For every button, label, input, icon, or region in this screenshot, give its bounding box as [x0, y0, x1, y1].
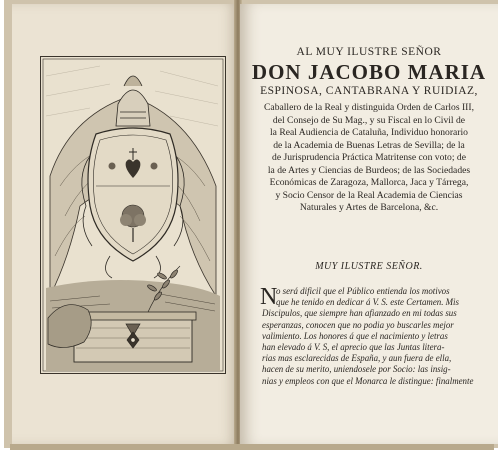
engraved-coat-of-arms-plate	[40, 56, 226, 374]
title-line: y Socio Censor de la Real Academia de Ciencias	[275, 189, 463, 201]
dedicatee-surnames: ESPINOSA, CANTABRANA Y RUIDIAZ,	[260, 85, 478, 97]
body-line: que he tenido en dedicar á V. S. este Certamen. Mis	[276, 297, 459, 308]
open-book	[4, 0, 498, 448]
title-line: de la Academia de Buenas Letras de Sevilla; de la	[273, 139, 465, 151]
title-line: del Consejo de Su Mag., y su Fiscal en lo Civil de	[272, 114, 466, 126]
left-page	[12, 4, 238, 444]
right-page	[240, 4, 498, 444]
salutation: MUY ILUSTRE SEÑOR.	[315, 261, 423, 272]
body-line: nias y empleos con que el Monarca le distingue: finalmente	[262, 375, 474, 386]
title-line: de Jurisprudencia Práctica Matritense con voto; de	[272, 152, 466, 163]
title-line: Caballero de la Real y distinguida Orden de Carlos III,	[264, 102, 474, 113]
drop-cap: N	[260, 284, 278, 310]
body-line: han elevado á V. S, el aprecio que las Juntas litera-	[262, 342, 445, 353]
title-line: Económicas de Zaragoza, Mallorca, Jaca y Tárrega,	[269, 177, 469, 188]
body-line: o será dificil que el Público entienda los motivos	[276, 286, 450, 296]
body-line: Discipulos, que siempre han afianzado en mi todas sus	[262, 308, 457, 319]
title-line: Naturales y Artes de Barcelona, &c.	[299, 202, 439, 213]
dedicatee-name: DON JACOBO MARIA	[251, 60, 487, 84]
body-line: rias mas esclarecidas de España, y aun fuera de ella,	[262, 353, 452, 364]
dedication-body	[262, 286, 484, 387]
dedicatee-titles	[252, 102, 486, 215]
title-line: la de Artes y Ciencias de Burdeos; de las Sociedades	[267, 164, 471, 176]
page-edges	[10, 444, 494, 450]
dedication-heading: AL MUY ILUSTRE SEÑOR	[296, 46, 442, 58]
body-line: valimiento. Los honores á que el nacimiento y letras	[262, 330, 448, 341]
title-line: la Real Audiencia de Cataluña, Individuo honorario	[270, 127, 468, 138]
engraving-illustration	[40, 56, 226, 374]
body-line: hacen de su merito, uniendosele por Socio: las insig-	[262, 364, 451, 375]
body-line: esperanzas, conocen que no podia yo buscarles mejor	[262, 319, 454, 330]
